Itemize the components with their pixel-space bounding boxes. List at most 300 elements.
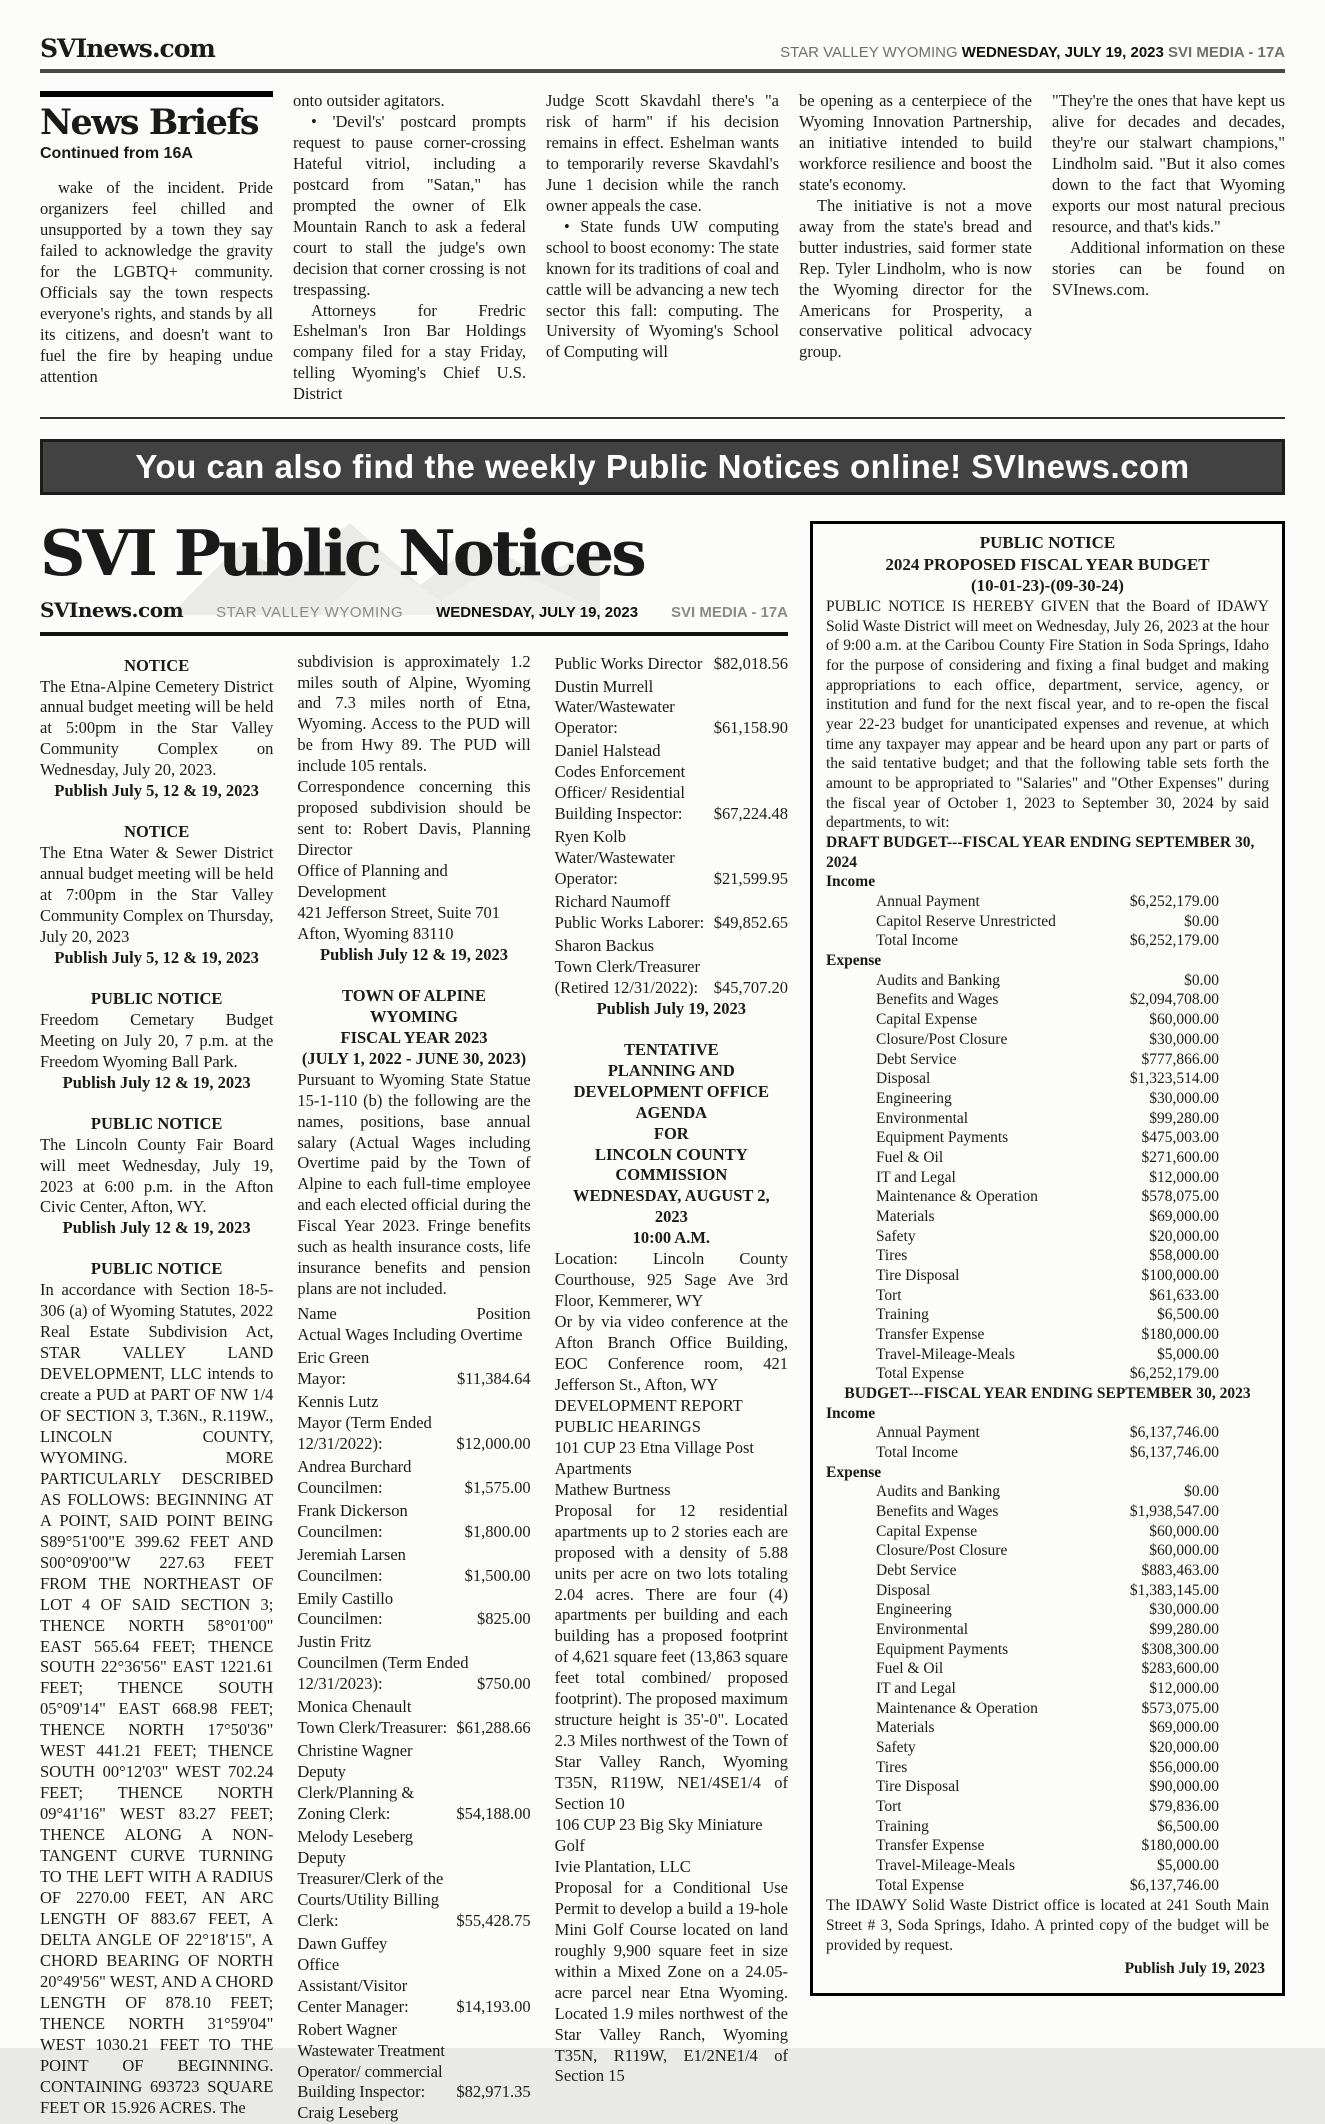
budget-row-value: $56,000.00	[1149, 1758, 1219, 1776]
wage-entry	[555, 936, 788, 999]
employee-name: Ryen Kolb	[554, 827, 626, 847]
budget-row-value: $61,633.00	[1149, 1286, 1219, 1304]
employee-wage: $750.00	[477, 1674, 531, 1694]
budget-row-label: Closure/Post Closure	[876, 1542, 1008, 1560]
notice-paragraph: Pursuant to Wyoming State Statue 15-1-110 (b) the following are the names, positions, base annual salary (Actual Wages including Overtime paid by the Town of Alpine to each full-time employee and each elected official during the Fiscal Year 2023. Fringe benefits such as health insurance costs, life insurance benefits and pension plans are not included.	[297, 1069, 531, 1299]
budget-row	[826, 1148, 1269, 1168]
notice-heading: LINCOLN COUNTY	[594, 1144, 748, 1164]
budget-row-label: Maintenance & Operation	[876, 1188, 1038, 1206]
budget-row-value: $99,280.00	[1149, 1620, 1219, 1638]
notice-paragraph: Judge Scott Skavdahl there's "a risk of harm" if his decision remains in effect. Eshelman wants to temporarily reverse Skavdahl's June 1 decision while the ranch owner appeals the case.	[546, 91, 779, 215]
notice-heading: COMMISSION	[615, 1165, 728, 1185]
masthead-subheader	[40, 598, 788, 622]
notice-paragraph: Location: Lincoln County Courthouse, 925 Sage Ave 3rd Floor, Kemmerer, WY	[554, 1249, 788, 1311]
employee-name: Sharon Backus	[554, 935, 655, 955]
employee-position: Councilmen:	[297, 1565, 383, 1585]
wage-entry	[555, 827, 788, 890]
employee-wage: $55,428.75	[456, 1910, 531, 1930]
publish-line: Publish July 12 & 19, 2023	[320, 944, 508, 964]
news-briefs-column	[293, 91, 526, 405]
budget-row-label: Environmental	[876, 1109, 969, 1127]
publish-line: Publish July 5, 12 & 19, 2023	[54, 781, 259, 801]
wage-entry	[297, 1545, 530, 1587]
employee-wage: $1,500.00	[464, 1565, 531, 1585]
budget-row	[826, 1246, 1269, 1266]
employee-position: Councilmen:	[297, 1521, 383, 1541]
employee-name: Justin Fritz	[297, 1632, 372, 1652]
budget-notice-closing: The IDAWY Solid Waste District office is located at 241 South Main Street # 3, Soda Springs, Idaho. A printed copy of the budget will be provided by request.	[826, 1897, 1269, 1954]
budget-row-label: Capitol Reserve Unrestricted	[876, 912, 1056, 930]
budget-row-value: $573,075.00	[1141, 1699, 1219, 1717]
budget-row	[826, 1856, 1269, 1876]
budget-publish-line: Publish July 19, 2023	[1124, 1960, 1265, 1978]
employee-name: Robert Wagner	[297, 2019, 397, 2039]
budget-row-label: Total Income	[876, 932, 958, 950]
notice-paragraph: onto outsider agitators.	[293, 91, 445, 110]
budget-notice-title: PUBLIC NOTICE	[979, 533, 1116, 553]
budget-row-label: Audits and Banking	[876, 971, 1000, 989]
notice-line: PUBLIC HEARINGS	[554, 1416, 701, 1436]
employee-position: Water/Wastewater Operator:	[554, 697, 675, 738]
wage-entry	[297, 1348, 530, 1390]
notice-heading: AGENDA	[635, 1102, 708, 1122]
budget-row-value: $777,866.00	[1141, 1050, 1219, 1068]
budget-row-label: Tort	[876, 1798, 902, 1816]
header-date: WEDNESDAY, JULY 19, 2023	[961, 44, 1164, 61]
budget-row-value: $6,500.00	[1157, 1306, 1219, 1324]
employee-position: Mayor:	[297, 1369, 346, 1388]
page-header-right	[780, 44, 1285, 61]
employee-position: Public Works Laborer:	[554, 912, 705, 932]
budget-row	[826, 1738, 1269, 1758]
idawy-budget-notice-box	[810, 521, 1285, 1996]
masthead-media-page: SVI MEDIA - 17A	[671, 603, 788, 621]
budget-row	[826, 1581, 1269, 1601]
column-header-right: Position	[476, 1304, 531, 1324]
budget-row-label: Materials	[876, 1719, 935, 1737]
budget-section-label: Income	[826, 1404, 876, 1422]
notice-heading: FOR	[653, 1123, 689, 1143]
employee-wage: $49,852.65	[713, 912, 788, 932]
wage-entry	[555, 892, 788, 934]
employee-wage: $61,158.90	[713, 718, 788, 738]
employee-position: Councilmen (Term Ended 12/31/2023):	[297, 1653, 469, 1694]
budget-row	[826, 1050, 1269, 1070]
header-media-page: SVI MEDIA - 17A	[1168, 44, 1285, 61]
notice-paragraph: Proposal for 12 residential apartments up to 2 stories each are proposed with a density of 5.88 units per acre on two lots totaling 2.04 acres. There are four (4) apartments per building and each building has a proposed footprint of 4,621 square feet (13,863 square feet total combined/ proposed footprint). The proposed maximum structure height is 35'-0". Located 2.3 Miles northwest of the Town of Star Valley Ranch, Wyoming T35N, R119W, NE1/4SE1/4 of Section 10	[554, 1500, 788, 1814]
budget-row	[826, 912, 1269, 932]
budget-notice-subtitle: 2024 PROPOSED FISCAL YEAR BUDGET	[885, 554, 1210, 574]
budget-row	[826, 1305, 1269, 1325]
employee-name: Christine Wagner	[297, 1741, 413, 1761]
employee-name: Daniel Halstead	[554, 741, 661, 761]
budget-row	[826, 1522, 1269, 1542]
budget-row-value: $6,137,746.00	[1129, 1876, 1219, 1894]
budget-row-value: $180,000.00	[1141, 1837, 1219, 1855]
budget-row-value: $6,252,179.00	[1129, 1365, 1219, 1383]
budget-row-label: Audits and Banking	[876, 1483, 1000, 1501]
budget-row	[826, 1207, 1269, 1227]
budget-row-label: Tire Disposal	[876, 1266, 960, 1284]
budget-row-value: $1,938,547.00	[1129, 1502, 1219, 1520]
news-briefs-title: News Briefs	[40, 102, 259, 143]
budget-row	[826, 1443, 1269, 1463]
budget-row-value: $99,280.00	[1149, 1109, 1219, 1127]
budget-row-label: Equipment Payments	[876, 1129, 1009, 1147]
budget-row	[826, 892, 1269, 912]
employee-name: Melody Leseberg	[297, 1827, 413, 1847]
name-position-header	[297, 1304, 530, 1325]
employee-wage: $82,018.56	[713, 653, 788, 673]
notice-paragraph: The Etna-Alpine Cemetery District annual budget meeting will be held at 5:00pm in the Star Valley Community Complex on Wednesday, July 20, 2023.	[40, 676, 274, 780]
budget-row-label: Travel-Mileage-Meals	[876, 1345, 1015, 1363]
budget-row-value: $0.00	[1184, 971, 1219, 989]
wage-entry	[297, 2020, 530, 2104]
notice-heading: TENTATIVE	[623, 1039, 719, 1059]
budget-row-value: $58,000.00	[1149, 1247, 1219, 1265]
budget-table-title: DRAFT BUDGET---FISCAL YEAR ENDING SEPTEMBER 30, 2024	[826, 834, 1255, 871]
site-name: SVInews.com	[40, 34, 215, 63]
budget-row-value: $0.00	[1184, 1483, 1219, 1501]
budget-row	[826, 1836, 1269, 1856]
budget-row-label: Safety	[876, 1227, 916, 1245]
budget-row-value: $69,000.00	[1149, 1207, 1219, 1225]
news-briefs-column-text	[40, 178, 273, 388]
budget-row-value: $6,252,179.00	[1129, 893, 1219, 911]
budget-row-value: $180,000.00	[1141, 1325, 1219, 1343]
budget-row-label: Engineering	[876, 1601, 952, 1619]
budget-row-label: Tires	[876, 1758, 908, 1776]
wage-entry	[297, 1501, 530, 1543]
notice-column	[555, 652, 788, 2124]
employee-wage: $67,224.48	[713, 804, 788, 824]
employee-wage: $61,288.66	[456, 1718, 531, 1738]
notice-paragraph: The Lincoln County Fair Board will meet Wednesday, July 19, 2023 at 6:00 p.m. in the Afton Civic Center, Afton, WY.	[40, 1134, 274, 1217]
notice-paragraph: The initiative is not a move away from the state's bread and butter industries, said former state Rep. Tyler Lindholm, who is now the Wyoming director for the Americans for Prosperity, a conservative political advocacy group.	[799, 195, 1032, 362]
budget-row-label: Capital Expense	[876, 1011, 978, 1029]
budget-row-value: $475,003.00	[1141, 1129, 1219, 1147]
notice-heading: PUBLIC NOTICE	[90, 1113, 223, 1133]
budget-row-label: IT and Legal	[876, 1168, 956, 1186]
publish-line: Publish July 12 & 19, 2023	[62, 1218, 251, 1238]
budget-notice-daterange: (10-01-23)-(09-30-24)	[971, 575, 1124, 595]
budget-row	[826, 1502, 1269, 1522]
budget-row-value: $30,000.00	[1149, 1601, 1219, 1619]
budget-row-label: Equipment Payments	[876, 1640, 1009, 1658]
budget-row-label: Total Expense	[876, 1365, 965, 1383]
budget-row-label: Environmental	[876, 1620, 969, 1638]
budget-row-label: Fuel & Oil	[876, 1660, 944, 1678]
budget-row	[826, 1876, 1269, 1896]
publish-line: Publish July 19, 2023	[596, 998, 747, 1018]
budget-row-value: $20,000.00	[1149, 1739, 1219, 1757]
budget-row	[826, 1423, 1269, 1443]
budget-row-value: $30,000.00	[1149, 1030, 1219, 1048]
notice-line: Mathew Burtness	[554, 1479, 671, 1499]
budget-row-value: $6,500.00	[1157, 1817, 1219, 1835]
notice-paragraph: Or by via video conference at the Afton Branch Office Building, EOC Conference room, 421 Jefferson St., Afton, WY	[554, 1312, 788, 1394]
budget-row	[826, 1109, 1269, 1129]
news-briefs-column	[799, 91, 1032, 405]
wage-entry	[297, 1827, 530, 1932]
budget-row-label: Capital Expense	[876, 1522, 978, 1540]
budget-row-label: Travel-Mileage-Meals	[876, 1857, 1015, 1875]
budget-row-value: $308,300.00	[1141, 1640, 1219, 1658]
notice-paragraph: In accordance with Section 18-5-306 (a) of Wyoming Statutes, 2022 Real Estate Subdivision Act, STAR VALLEY LAND DEVELOPMENT, LLC intends to create a PUD at PART OF NW 1/4 OF SECTION 3, T.36N., R.119W., LINCOLN COUNTY, WYOMING. MORE PARTICULARLY DESCRIBED AS FOLLOWS: BEGINNING AT A POINT, SAID POINT BEING S89°51'00"E 399.62 FEET AND S00°09'00"W 227.63 FEET FROM THE NORTHEAST OF LOT 4 OF SAID SECTION 3; THENCE NORTH 58°01'00" EAST 565.64 FEET; THENCE SOUTH 22°36'56" EAST 1221.61 FEET; THENCE SOUTH 05°09'14" EAST 668.98 FEET; THENCE NORTH 17°50'36" WEST 441.21 FEET; THENCE SOUTH 00°12'03" WEST 702.24 FEET; THENCE NORTH 09°41'16" WEST 83.27 FEET; THENCE ALONG A NON-TANGENT CURVE TURNING TO THE LEFT WITH A RADIUS OF 2270.00 FEET, AN ARC LENGTH OF 883.67 FEET, A DELTA ANGLE OF 22°18'15", A CHORD BEARING OF NORTH 20°49'56" WEST, AND A CHORD LENGTH OF 878.10 FEET; THENCE NORTH 31°59'04" WEST 1030.21 FEET TO THE POINT OF BEGINNING. CONTAINING 693723 SQUARE FEET OR 15.926 ACRES. The	[40, 1280, 274, 2117]
budget-notice-intro: PUBLIC NOTICE IS HEREBY GIVEN that the Board of IDAWY Solid Waste District will meet on Wednesday, July 26, 2023 at the hour of 9:00 a.m. at the Caribou County Fire Station in Soda Springs, Idaho for the purpose of considering and fixing a final budget and making appropriations to each office, department, service, agency, or institution and fund for the next fiscal year, and to re-open the fiscal year 22-23 budget for unanticipated expenses and revenue, at which time any taxpayer may appear and be heard upon any part or parts of the said tentative budget; and that the following table sets forth the amount to be appropriated to "Salaries" and "Other Expenses" during the fiscal year of October 1, 2023 to September 30, 2024 by said departments, to wit:	[826, 598, 1269, 832]
notice-line: 106 CUP 23 Big Sky Miniature Golf	[554, 1815, 763, 1855]
news-briefs-continued: Continued from 16A	[40, 145, 193, 162]
budget-row-label: Engineering	[876, 1089, 952, 1107]
employee-wage: $11,384.64	[457, 1369, 531, 1388]
budget-row-label: Transfer Expense	[876, 1837, 985, 1855]
notice-paragraph: Proposal for a Conditional Use Permit to develop a build a 19-hole Mini Golf Course located on land roughly 9,900 square feet in size within a Mixed Zone on a 24.05-acre parcel near Etna Wyoming. Located 1.9 miles northwest of the Star Valley Ranch, Wyoming T35N, R119W, E1/2NE1/4 of Section 15	[554, 1877, 788, 2086]
notice-paragraph: • 'Devil's' postcard prompts request to pause corner-crossing Hateful vitriol, including a postcard from "Satan," has prompted the owner of Elk Mountain Ranch to ask a federal court to stall the judge's own decision that corner crossing is not trespassing.	[293, 111, 526, 299]
budget-row-label: IT and Legal	[876, 1680, 956, 1697]
budget-row-value: $6,137,746.00	[1129, 1443, 1219, 1461]
budget-row	[826, 1089, 1269, 1109]
masthead-site: SVInews.com	[40, 597, 184, 622]
employee-position: Office Assistant/Visitor Center Manager:	[297, 1954, 409, 2016]
budget-row-label: Tire Disposal	[876, 1778, 960, 1796]
budget-row-label: Annual Payment	[876, 1424, 980, 1442]
budget-table-title: BUDGET---FISCAL YEAR ENDING SEPTEMBER 30, 2023	[844, 1384, 1251, 1402]
wage-entry	[297, 1741, 530, 1825]
online-notices-banner	[40, 439, 1285, 495]
wage-entry	[555, 654, 788, 675]
notice-heading: (JULY 1, 2022 - JUNE 30, 2023)	[301, 1048, 527, 1068]
budget-row	[826, 1817, 1269, 1837]
section-divider-rule	[40, 417, 1285, 419]
budget-row	[826, 1227, 1269, 1247]
notice-heading: NOTICE	[124, 655, 190, 675]
notice-line: 421 Jefferson Street, Suite 701	[297, 902, 501, 922]
budget-row-value: $100,000.00	[1141, 1266, 1219, 1284]
public-notices-masthead	[40, 516, 788, 635]
employee-wage: $54,188.00	[456, 1804, 531, 1824]
notice-heading: WEDNESDAY, AUGUST 2, 2023	[573, 1186, 770, 1227]
budget-row-value: $883,463.00	[1141, 1561, 1219, 1579]
notice-paragraph: "They're the ones that have kept us alive for decades and decades, they're our stalwart champions," Lindholm said. "But it also comes down to the fact that Wyoming exports our most natural precious resource, and that's kids."	[1052, 91, 1285, 236]
budget-row	[826, 1187, 1269, 1207]
notice-paragraph: Additional information on these stories can be found on SVInews.com.	[1052, 237, 1285, 299]
budget-row-value: $12,000.00	[1149, 1680, 1219, 1697]
employee-position: Councilmen:	[297, 1477, 383, 1497]
notice-paragraph: Freedom Cemetary Budget Meeting on July 20, 7 p.m. at the Freedom Wyoming Ball Park.	[40, 1009, 274, 1071]
notice-paragraph: The Etna Water & Sewer District annual budget meeting will be held at 7:00pm in the Star Valley Community Complex on Thursday, July 20, 2023	[40, 843, 274, 946]
budget-row-value: $1,383,145.00	[1129, 1581, 1219, 1599]
budget-row-value: $5,000.00	[1157, 1345, 1219, 1363]
page-header	[40, 34, 1285, 73]
employee-position: Mayor (Term Ended 12/31/2022):	[297, 1412, 432, 1453]
budget-row-label: Benefits and Wages	[876, 991, 999, 1009]
budget-row-value: $60,000.00	[1149, 1522, 1219, 1540]
budget-row	[826, 1266, 1269, 1286]
budget-row	[826, 1718, 1269, 1738]
notice-line: Actual Wages Including Overtime	[297, 1325, 523, 1345]
budget-row	[826, 1640, 1269, 1660]
notice-columns	[40, 652, 788, 2124]
notice-paragraph: Attorneys for Fredric Eshelman's Iron Bar Holdings company filed for a stay Friday, telling Wyoming's Chief U.S. District	[293, 300, 526, 404]
employee-position: Councilmen:	[297, 1609, 383, 1629]
budget-row-label: Training	[876, 1817, 929, 1835]
budget-row-label: Transfer Expense	[876, 1325, 985, 1343]
budget-row-label: Tires	[876, 1247, 908, 1265]
employee-name: Dustin Murrell	[554, 676, 654, 696]
employee-wage: $82,971.35	[456, 2082, 531, 2102]
notice-line: DEVELOPMENT REPORT	[554, 1395, 743, 1415]
budget-row	[826, 1168, 1269, 1188]
wage-entry	[297, 1934, 530, 2018]
budget-row	[826, 1345, 1269, 1365]
budget-row	[826, 1541, 1269, 1561]
budget-row	[826, 971, 1269, 991]
budget-row-value: $271,600.00	[1141, 1148, 1219, 1166]
budget-row	[826, 990, 1269, 1010]
employee-wage: $14,193.00	[456, 1996, 531, 2016]
budget-row	[826, 1659, 1269, 1679]
notice-column	[40, 652, 273, 2124]
employee-wage: $1,800.00	[464, 1521, 531, 1541]
notice-heading: PUBLIC NOTICE	[90, 988, 223, 1008]
budget-row-label: Debt Service	[876, 1561, 957, 1579]
budget-row-value: $69,000.00	[1149, 1719, 1219, 1737]
notice-heading: FISCAL YEAR 2023	[340, 1027, 488, 1047]
budget-row	[826, 1699, 1269, 1719]
employee-position: Wastewater Treatment Operator/ commercial Building Inspector:	[297, 2040, 445, 2102]
budget-row	[826, 1364, 1269, 1384]
budget-row-label: Disposal	[876, 1070, 931, 1088]
employee-position: Deputy Treasurer/Clerk of the Courts/Utility Billing Clerk:	[297, 1847, 444, 1930]
employee-position: Town Clerk/Treasurer (Retired 12/31/2022):	[554, 956, 700, 997]
news-briefs-headline	[40, 91, 273, 164]
budget-row-label: Materials	[876, 1207, 935, 1225]
budget-row-label: Tort	[876, 1286, 902, 1304]
employee-wage: $825.00	[477, 1609, 531, 1629]
budget-row	[826, 1620, 1269, 1640]
budget-row-value: $30,000.00	[1149, 1089, 1219, 1107]
employee-name: Andrea Burchard	[297, 1456, 412, 1476]
budget-row-label: Fuel & Oil	[876, 1148, 944, 1166]
budget-row-label: Benefits and Wages	[876, 1502, 999, 1520]
budget-row-value: $578,075.00	[1141, 1188, 1219, 1206]
notice-paragraph: wake of the incident. Pride organizers feel chilled and unsupported by a town they say failed to acknowledge the gravity for the LGBTQ+ community. Officials say the town respects everyone's rights, and stands by all its citizens, and doesn't want to fuel the fire by heaping undue attention	[40, 178, 273, 386]
budget-row-value: $283,600.00	[1141, 1660, 1219, 1678]
budget-row-label: Total Expense	[876, 1876, 965, 1894]
employee-wage: $21,599.95	[713, 869, 788, 889]
public-notices-left	[40, 516, 788, 2124]
budget-row-value: $60,000.00	[1149, 1011, 1219, 1029]
employee-name: Emily Castillo	[297, 1588, 394, 1608]
employee-position: Water/Wastewater Operator:	[554, 848, 675, 889]
employee-position: Public Works Director	[554, 653, 703, 673]
notice-heading: NOTICE	[124, 822, 190, 842]
employee-wage: $45,707.20	[713, 977, 788, 997]
notice-heading: DEVELOPMENT OFFICE	[573, 1081, 770, 1101]
masthead-location: STAR VALLEY WYOMING	[216, 603, 404, 621]
budget-row-label: Safety	[876, 1739, 916, 1757]
notice-line: Craig Leseberg	[297, 2103, 399, 2123]
notice-line: Office of Planning and Development	[297, 861, 448, 902]
employee-name: Jeremiah Larsen	[297, 1544, 406, 1564]
employee-name: Eric Green	[297, 1348, 370, 1368]
budget-row	[826, 1561, 1269, 1581]
budget-row	[826, 1679, 1269, 1699]
publish-line: Publish July 12 & 19, 2023	[62, 1072, 251, 1092]
wage-entry	[297, 1457, 530, 1499]
news-briefs-column	[40, 91, 273, 405]
publish-line: Publish July 5, 12 & 19, 2023	[54, 947, 259, 967]
budget-row-value: $60,000.00	[1149, 1542, 1219, 1560]
news-briefs-column	[546, 91, 779, 405]
budget-row-value: $6,137,746.00	[1129, 1424, 1219, 1442]
notice-column	[297, 652, 530, 2124]
wage-entry	[297, 1589, 530, 1631]
budget-row-value: $90,000.00	[1149, 1778, 1219, 1796]
budget-row-value: $6,252,179.00	[1129, 932, 1219, 950]
notice-line: Afton, Wyoming 83110	[297, 923, 454, 943]
budget-section-label: Expense	[826, 1463, 882, 1481]
budget-section-label: Expense	[826, 952, 882, 970]
employee-name: Monica Chenault	[297, 1697, 412, 1717]
budget-row	[826, 1797, 1269, 1817]
news-briefs-column	[1052, 91, 1285, 405]
employee-name: Richard Naumoff	[554, 892, 671, 912]
employee-position: Deputy Clerk/Planning & Zoning Clerk:	[297, 1762, 415, 1824]
budget-row	[826, 1128, 1269, 1148]
budget-row	[826, 1600, 1269, 1620]
budget-row-value: $2,094,708.00	[1129, 991, 1219, 1009]
header-location: STAR VALLEY WYOMING	[780, 44, 958, 61]
budget-row-label: Disposal	[876, 1581, 931, 1599]
budget-section-label: Income	[826, 873, 876, 891]
banner-text: You can also find the weekly Public Notices online! SVInews.com	[135, 448, 1190, 486]
employee-wage: $12,000.00	[456, 1433, 531, 1453]
budget-row	[826, 1010, 1269, 1030]
wage-entry	[555, 741, 788, 825]
budget-row-value: $0.00	[1184, 912, 1219, 930]
masthead-title: SVI Public Notices	[40, 516, 644, 591]
budget-row-label: Closure/Post Closure	[876, 1030, 1008, 1048]
budget-row-label: Maintenance & Operation	[876, 1699, 1038, 1717]
employee-name: Frank Dickerson	[297, 1500, 408, 1520]
employee-position: Codes Enforcement Officer/ Residential Building Inspector:	[554, 762, 686, 824]
employee-wage: $1,575.00	[464, 1477, 531, 1497]
budget-row	[826, 1286, 1269, 1306]
budget-table	[826, 833, 1269, 1895]
notice-paragraph: • State funds UW computing school to boost economy: The state known for its traditions of coal and cattle will be advancing a new tech sector this fall: computing. The University of Wyoming's School of Computing will	[546, 216, 779, 362]
budget-row	[826, 1482, 1269, 1502]
notice-heading: 10:00 A.M.	[632, 1228, 711, 1248]
budget-row-label: Debt Service	[876, 1050, 957, 1068]
wage-entry	[297, 1392, 530, 1455]
notice-paragraph: subdivision is approximately 1.2 miles south of Alpine, Wyoming and 7.3 miles north of Etna, Wyoming. Access to the PUD will be from Hwy 89. The PUD will include 105 rentals.	[297, 651, 531, 776]
budget-row-value: $12,000.00	[1149, 1168, 1219, 1186]
notice-line: 101 CUP 23 Etna Village Post Apartments	[554, 1437, 754, 1478]
budget-row	[826, 1758, 1269, 1778]
budget-row	[826, 1069, 1269, 1089]
budget-row-value: $79,836.00	[1149, 1798, 1219, 1816]
employee-position: Town Clerk/Treasurer:	[297, 1718, 448, 1738]
budget-row-value: $20,000.00	[1149, 1227, 1219, 1245]
budget-row	[826, 1030, 1269, 1050]
employee-name: Kennis Lutz	[297, 1391, 379, 1411]
masthead-date: WEDNESDAY, JULY 19, 2023	[436, 603, 639, 621]
notice-heading: TOWN OF ALPINE WYOMING	[342, 985, 486, 1026]
employee-name: Dawn Guffey	[297, 1933, 388, 1953]
budget-row	[826, 931, 1269, 951]
wage-entry	[555, 677, 788, 740]
